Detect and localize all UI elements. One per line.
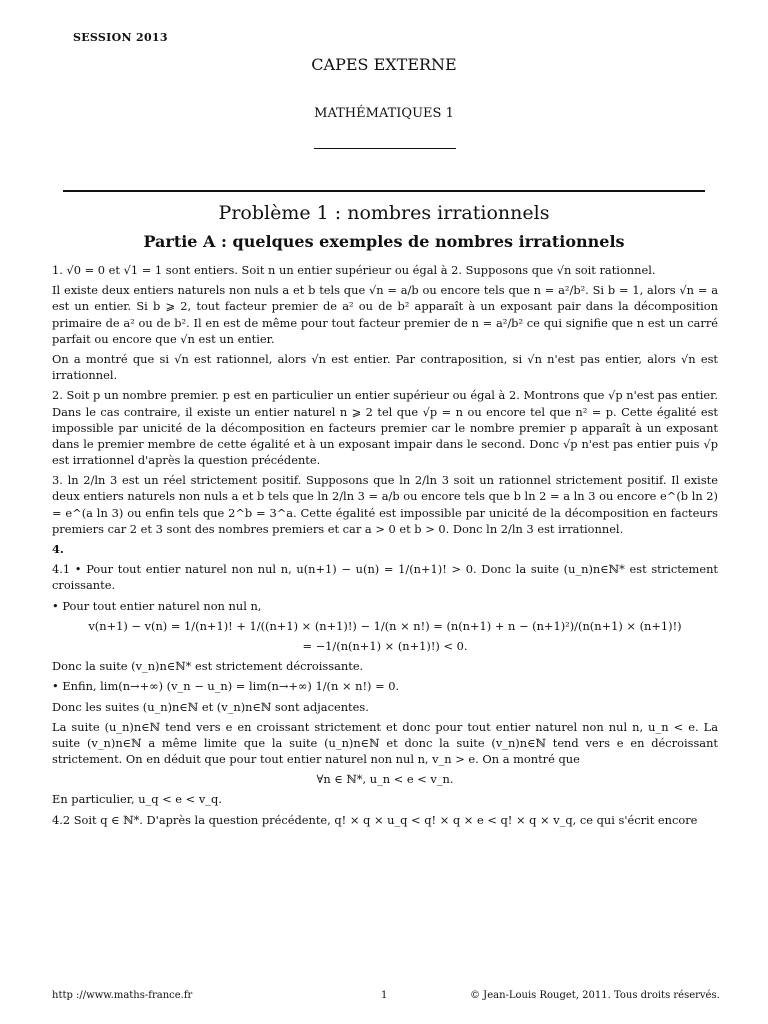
q42-paragraph: 4.2 Soit q ∈ ℕ*. D'après la question précédente, q! × q × u_q < q! × q × e < q! × q × v_q, ce qui s'écrit encore (52, 812, 698, 827)
q41-paragraph-d: • Enfin, lim(n→+∞) (v_n − u_n) = lim(n→+∞) 1/(n × n!) = 0. (52, 679, 400, 694)
q41-paragraph-g: En particulier, u_q < e < v_q. (52, 792, 222, 807)
q41-paragraph-b: • Pour tout entier naturel non nul n, (52, 598, 262, 613)
q41-paragraph-e: Donc les suites (u_n)n∈ℕ et (v_n)n∈ℕ sont adjacentes. (52, 699, 369, 714)
equation-1: v(n+1) − v(n) = 1/(n+1)! + 1/((n+1) × (n+1)!) − 1/(n × n!) = (n(n+1) + n − (n+1)²)/(n(n+1) × (n+1)!) (88, 618, 682, 633)
subject-title: MATHÉMATIQUES 1 (314, 106, 454, 121)
q1-paragraph-c: On a montré que si √n est rationnel, alors √n est entier. Par contraposition, si √n n'est pas entier, alors √n est irrationnel. (52, 351, 718, 383)
q3-paragraph: 3. ln 2/ln 3 est un réel strictement positif. Supposons que ln 2/ln 3 soit un rationnel strictement positif. Il existe deux entiers naturels non nuls a et b tels que ln 2/ln 3 = a/b ou encore tels que b ln 2 = a ln 3 ou encore e^(b ln 2) = e^(a ln 3) ou enfin tels que 2^b = 3^a. Cette égalité est impossible par unicité de la décomposition en facteurs premiers car 2 et 3 sont des nombres premiers et car a > 0 et b > 0. Donc ln 2/ln 3 est irrationnel. (52, 473, 718, 536)
q1-paragraph-a: 1. √0 = 0 et √1 = 1 sont entiers. Soit n un entier supérieur ou égal à 2. Supposons que √n soit rationnel. (52, 263, 656, 277)
q2-paragraph: 2. Soit p un nombre premier. p est en particulier un entier supérieur ou égal à 2. Montrons que √p n'est pas entier. Dans le cas contraire, il existe un entier naturel n ⩾ 2 tel que √p = n ou encore tel que n² = p. Cette égalité est impossible par unicité de la décomposition en facteurs premier car le nombre premier p apparaît à un exposant dans le premier membre de cette égalité et à un exposant impair dans le second. Donc √p n'est pas entier puis √p est irrationnel d'après la question précédente. (52, 388, 718, 468)
short-divider (314, 148, 456, 149)
q4-heading: 4. (52, 542, 64, 556)
problem-title: Problème 1 : nombres irrationnels (218, 202, 550, 224)
long-divider (63, 190, 705, 192)
q1-paragraph-b: Il existe deux entiers naturels non nuls a et b tels que √n = a/b ou encore tels que n = a²/b². Si b = 1, alors √n = a est un entier. Si b ⩾ 2, tout facteur premier de a² ou de b² apparaît à un exposant pair dans la décomposition primaire de a² ou de b². Il en est de même pour tout facteur premier de n = a²/b² ce qui signifie que n est un carré parfait ou encore que √n est un entier. (52, 283, 718, 346)
part-title: Partie A : quelques exemples de nombres irrationnels (143, 232, 625, 251)
equation-2: = −1/(n(n+1) × (n+1)!) < 0. (302, 638, 468, 653)
exam-title: CAPES EXTERNE (311, 55, 457, 74)
q41-paragraph-a: 4.1 • Pour tout entier naturel non nul n, u(n+1) − u(n) = 1/(n+1)! > 0. Donc la suite (u_n)n∈ℕ* est strictement croissante. (52, 562, 718, 593)
q41-paragraph-c: Donc la suite (v_n)n∈ℕ* est strictement décroissante. (52, 659, 364, 674)
session-label: SESSION 2013 (73, 31, 168, 44)
footer-copyright: © Jean-Louis Rouget, 2011. Tous droits réservés. (470, 990, 720, 1001)
footer-page-number: 1 (381, 990, 388, 1001)
q41-paragraph-f: La suite (u_n)n∈ℕ tend vers e en croissant strictement et donc pour tout entier naturel non nul n, u_n < e. La suite (v_n)n∈ℕ a même limite que la suite (u_n)n∈ℕ et donc la suite (v_n)n∈ℕ tend vers e en décroissant strictement. On en déduit que pour tout entier naturel non nul n, v_n > e. On a montré que (52, 719, 718, 767)
equation-3: ∀n ∈ ℕ*, u_n < e < v_n. (316, 772, 454, 787)
footer-url-link[interactable]: http ://www.maths-france.fr (52, 990, 193, 1001)
document-body (52, 262, 718, 832)
